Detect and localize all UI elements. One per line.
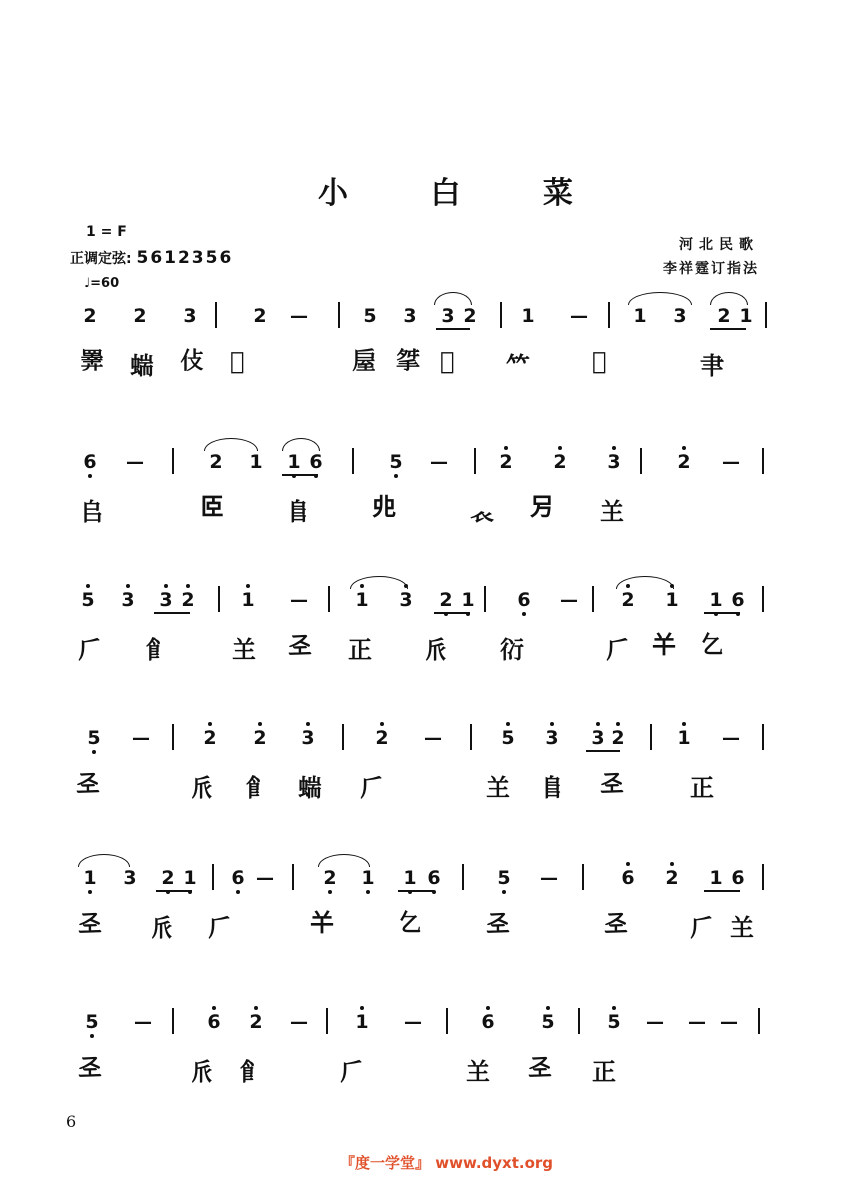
tablature-glyph: 𢀖 — [78, 908, 108, 937]
score-note: 1 — [739, 305, 753, 327]
bar-line — [338, 302, 340, 328]
tablature-glyph: 𠂢 — [190, 1057, 220, 1086]
tablature-glyph: 正 — [690, 773, 720, 802]
tablature-glyph: 𧗠 — [500, 635, 530, 664]
sustain-dash: — — [290, 1012, 308, 1033]
slur — [434, 292, 472, 305]
slur — [616, 576, 674, 589]
slur — [282, 438, 320, 451]
beam-underline — [282, 474, 318, 476]
score-note: 3 — [120, 590, 136, 610]
tablature-glyph: 𢀖 — [78, 1052, 108, 1081]
score-note: 1 — [402, 868, 418, 888]
tablature-glyph: 𢫰 — [396, 346, 426, 375]
score-note: 5 — [540, 1012, 556, 1032]
score-note: 2 — [83, 305, 97, 327]
tablature-glyph: 𧘇 — [470, 497, 500, 526]
bar-line — [342, 724, 344, 750]
score-note: 3 — [123, 867, 137, 889]
score-note: 6 — [516, 590, 532, 610]
tablature-glyph: 𠃉 — [398, 908, 428, 937]
bar-line — [212, 864, 214, 890]
score-note: 6 — [206, 1012, 222, 1032]
tablature-glyph: 正 — [348, 635, 378, 664]
score-note: 3 — [441, 305, 455, 327]
beam-underline — [586, 750, 620, 752]
tablature-glyph: 𠂢 — [424, 635, 454, 664]
bar-line — [326, 1008, 328, 1034]
bar-line — [762, 864, 764, 890]
score-note: 1 — [633, 305, 647, 327]
bar-line — [762, 586, 764, 612]
score-note: 5 — [606, 1012, 622, 1032]
tablature-glyph: 𠂆 — [208, 913, 238, 942]
tablature-glyph: 𨊩 — [440, 346, 461, 375]
sustain-dash: — — [424, 728, 442, 749]
tablature-glyph: 𦍌 — [466, 1057, 496, 1086]
bar-line — [640, 448, 642, 474]
tablature-glyph: 𢆉 — [652, 630, 682, 659]
score-note: 2 — [664, 868, 680, 888]
slur — [78, 854, 130, 867]
score-note: 2 — [209, 451, 223, 473]
score-note: 5 — [86, 728, 102, 748]
score-note: 5 — [84, 1012, 100, 1032]
tablature-glyph: 𩙿 — [240, 1057, 270, 1086]
beam-underline — [704, 890, 740, 892]
bar-line — [172, 448, 174, 474]
bar-line — [218, 586, 220, 612]
tablature-glyph: 𠂆 — [690, 913, 720, 942]
score-note: 1 — [354, 590, 370, 610]
sustain-dash: — — [720, 1012, 738, 1033]
score-note: 2 — [248, 1012, 264, 1032]
score-note: 2 — [438, 590, 454, 610]
score-note: 2 — [498, 452, 514, 472]
score-note: 6 — [426, 868, 442, 888]
tablature-glyph: 𨸏 — [286, 497, 316, 526]
score-note: 3 — [544, 728, 560, 748]
tablature-glyph: 𢀖 — [604, 908, 634, 937]
score-note: 1 — [676, 728, 692, 748]
slur — [628, 292, 692, 305]
score-note: 1 — [354, 1012, 370, 1032]
tablature-glyph: 𦍌 — [730, 913, 760, 942]
tablature-glyph: 𢀖 — [528, 1052, 558, 1081]
sustain-dash: — — [134, 1012, 152, 1033]
score-note: 5 — [496, 868, 512, 888]
bar-line — [172, 724, 174, 750]
song-origin: 河北民歌 — [679, 237, 759, 253]
bar-line — [762, 448, 764, 474]
score-note: 3 — [398, 590, 414, 610]
beam-underline — [156, 890, 192, 892]
score-note: 2 — [133, 305, 147, 327]
tablature-glyph: 𢀖 — [600, 768, 630, 797]
bar-line — [462, 864, 464, 890]
score-note: 6 — [620, 868, 636, 888]
tablature-glyph: 正 — [592, 1057, 622, 1086]
score-note: 3 — [673, 305, 687, 327]
watermark: 『度一学堂』 www.dyxt.org — [340, 1154, 554, 1172]
score-note: 1 — [240, 590, 256, 610]
fingering-arranger: 李祥霆订指法 — [663, 261, 759, 277]
tablature-glyph: 𢀖 — [76, 768, 106, 797]
tablature-glyph: 𦍌 — [232, 635, 262, 664]
bar-line — [484, 586, 486, 612]
tablature-glyph: 𢀖 — [486, 908, 516, 937]
score-note: 3 — [606, 452, 622, 472]
sustain-dash: — — [722, 452, 740, 473]
tablature-glyph: 𠂆 — [360, 773, 390, 802]
tablature-glyph: 𥫗 — [506, 351, 536, 380]
page-title: 小 白 菜 — [318, 176, 609, 211]
slur — [350, 576, 408, 589]
score-note: 6 — [731, 867, 745, 889]
sustain-dash: — — [256, 868, 274, 889]
score-note: 2 — [717, 305, 731, 327]
bar-line — [762, 724, 764, 750]
sustain-dash: — — [540, 868, 558, 889]
tablature-glyph: 𠂆 — [606, 635, 636, 664]
score-note: 2 — [552, 452, 568, 472]
tablature-glyph: 𦘒 — [700, 351, 730, 380]
page-number: 6 — [66, 1112, 77, 1131]
tuning-notes: 5612356 — [136, 248, 234, 268]
score-note: 2 — [252, 728, 268, 748]
bar-line — [500, 302, 502, 328]
score-note: 6 — [480, 1012, 496, 1032]
score-note: 2 — [374, 728, 390, 748]
score-note: 2 — [620, 590, 636, 610]
bar-line — [352, 448, 354, 474]
tablature-glyph: 𨸏 — [540, 773, 570, 802]
tablature-glyph: 𢀖 — [288, 630, 318, 659]
score-note: 6 — [82, 452, 98, 472]
sustain-dash: — — [722, 728, 740, 749]
bar-line — [650, 724, 652, 750]
score-note: 5 — [388, 452, 404, 472]
tablature-glyph: 𠆸 — [180, 346, 210, 375]
tablature-glyph: 𠂢 — [150, 913, 180, 942]
bar-line — [474, 448, 476, 474]
tablature-glyph: 𦣞 — [200, 492, 230, 521]
bar-line — [582, 864, 584, 890]
score-note: 1 — [460, 590, 476, 610]
sustain-dash: — — [290, 306, 308, 327]
beam-underline — [398, 890, 434, 892]
tablature-glyph: 𠂆 — [340, 1057, 370, 1086]
bar-line — [292, 864, 294, 890]
score-note: 1 — [286, 452, 302, 472]
beam-underline — [154, 612, 190, 614]
sustain-dash: — — [570, 306, 588, 327]
score-note: 1 — [664, 590, 680, 610]
score-note: 5 — [500, 728, 516, 748]
score-note: 2 — [253, 305, 267, 327]
score-note: 1 — [521, 305, 535, 327]
score-note: 3 — [183, 305, 197, 327]
score-note: 1 — [182, 868, 198, 888]
tablature-glyph: 𦊀 — [230, 346, 251, 375]
tablature-glyph: 𢍰 — [80, 346, 110, 375]
bar-line — [758, 1008, 760, 1034]
tablature-glyph: 𢩉 — [592, 346, 613, 375]
key-signature: 1 = F — [86, 224, 127, 240]
sustain-dash: — — [404, 1012, 422, 1033]
sustain-dash: — — [646, 1012, 664, 1033]
bar-line — [215, 302, 217, 328]
bar-line — [578, 1008, 580, 1034]
score-note: 3 — [590, 728, 606, 748]
score-note: 6 — [308, 452, 324, 472]
tablature-glyph: 𠑹 — [372, 492, 402, 521]
sustain-dash: — — [132, 728, 150, 749]
bar-line — [328, 586, 330, 612]
tablature-glyph: 𧍒 — [298, 773, 328, 802]
score-note: 6 — [730, 590, 746, 610]
bar-line — [446, 1008, 448, 1034]
sustain-dash: — — [430, 452, 448, 473]
score-note: 2 — [322, 868, 338, 888]
beam-underline — [436, 328, 470, 330]
score-note: 1 — [82, 868, 98, 888]
tablature-glyph: 𦍌 — [486, 773, 516, 802]
bar-line — [608, 302, 610, 328]
tempo: ♩=60 — [84, 276, 120, 291]
slur — [318, 854, 370, 867]
bar-line — [470, 724, 472, 750]
tablature-glyph: 𠂢 — [190, 773, 220, 802]
tablature-glyph: 𧍒 — [130, 351, 160, 380]
score-note: 2 — [160, 868, 176, 888]
beam-underline — [434, 612, 470, 614]
tuning-label: 正调定弦: — [70, 251, 132, 267]
tablature-glyph: 𩙿 — [246, 773, 276, 802]
score-note: 2 — [180, 590, 196, 610]
tuning — [70, 248, 233, 268]
score-note: 2 — [610, 728, 626, 748]
bar-line — [765, 302, 767, 328]
sustain-dash: — — [126, 452, 144, 473]
tablature-glyph: 𩙿 — [146, 635, 176, 664]
slur — [710, 292, 748, 305]
score-note: 3 — [403, 305, 417, 327]
tablature-glyph: 𠂤 — [80, 497, 110, 526]
sustain-dash: — — [290, 590, 308, 611]
score-note: 1 — [249, 451, 263, 473]
score-note: 2 — [676, 452, 692, 472]
sustain-dash: — — [560, 590, 578, 611]
tablature-glyph: 𠃉 — [700, 630, 730, 659]
sustain-dash: — — [688, 1012, 706, 1033]
slur — [204, 438, 258, 451]
tablature-glyph: 𠂆 — [78, 635, 108, 664]
bar-line — [172, 1008, 174, 1034]
beam-underline — [704, 612, 740, 614]
tablature-glyph: 𦍌 — [600, 497, 630, 526]
tablature-glyph: 𢆉 — [310, 908, 340, 937]
score-note: 2 — [463, 305, 477, 327]
tablature-glyph: 𢩈 — [352, 346, 382, 375]
score-note: 3 — [158, 590, 174, 610]
score-note: 1 — [360, 868, 376, 888]
bar-line — [592, 586, 594, 612]
tablature-glyph: 𠮠 — [530, 492, 560, 521]
score-note: 6 — [230, 868, 246, 888]
score-note: 1 — [709, 867, 723, 889]
score-note: 3 — [300, 728, 316, 748]
beam-underline — [710, 328, 746, 330]
score-note: 1 — [708, 590, 724, 610]
score-note: 2 — [202, 728, 218, 748]
score-note: 5 — [80, 590, 96, 610]
score-note: 5 — [363, 305, 377, 327]
